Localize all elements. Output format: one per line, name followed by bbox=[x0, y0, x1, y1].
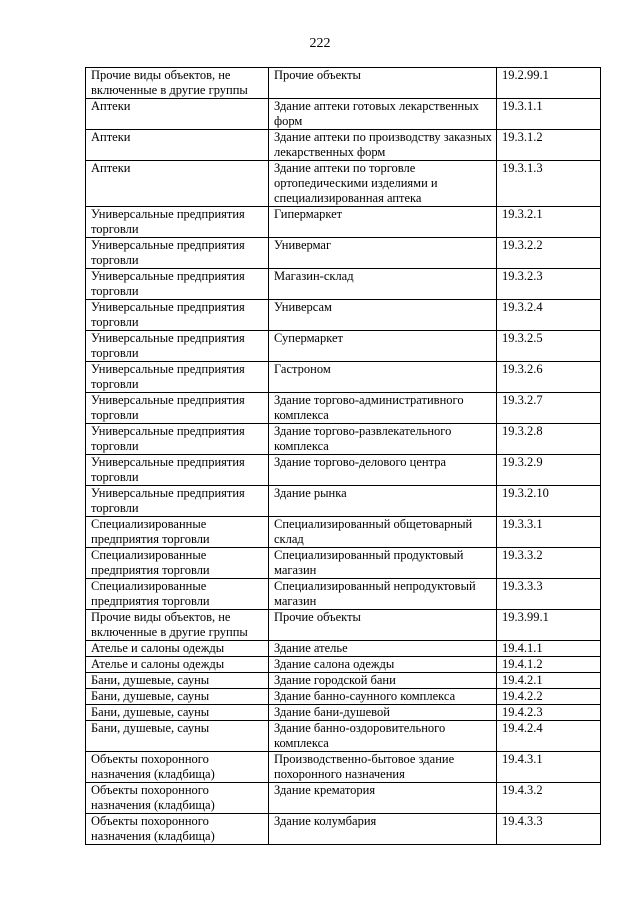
group-cell: Бани, душевые, сауны bbox=[86, 673, 269, 689]
table-row bbox=[86, 689, 601, 705]
object-cell: Здание бани-душевой bbox=[269, 705, 497, 721]
code-cell: 19.3.99.1 bbox=[497, 610, 601, 641]
object-cell: Гипермаркет bbox=[269, 207, 497, 238]
code-cell: 19.3.1.3 bbox=[497, 161, 601, 207]
code-cell: 19.3.1.2 bbox=[497, 130, 601, 161]
table-row bbox=[86, 68, 601, 99]
code-cell: 19.3.3.2 bbox=[497, 548, 601, 579]
code-cell: 19.3.2.6 bbox=[497, 362, 601, 393]
code-cell: 19.4.2.4 bbox=[497, 721, 601, 752]
code-cell: 19.3.2.4 bbox=[497, 300, 601, 331]
code-cell: 19.3.2.1 bbox=[497, 207, 601, 238]
object-cell: Здание городской бани bbox=[269, 673, 497, 689]
object-cell: Здание торгово-административного комплекса bbox=[269, 393, 497, 424]
table-row bbox=[86, 393, 601, 424]
code-cell: 19.4.1.2 bbox=[497, 657, 601, 673]
code-cell: 19.3.2.10 bbox=[497, 486, 601, 517]
group-cell: Универсальные предприятия торговли bbox=[86, 393, 269, 424]
object-cell: Специализированный общетоварный склад bbox=[269, 517, 497, 548]
table-row bbox=[86, 207, 601, 238]
code-cell: 19.3.3.1 bbox=[497, 517, 601, 548]
group-cell: Универсальные предприятия торговли bbox=[86, 486, 269, 517]
table-row bbox=[86, 814, 601, 845]
group-cell: Универсальные предприятия торговли bbox=[86, 300, 269, 331]
object-cell: Магазин-склад bbox=[269, 269, 497, 300]
object-cell: Здание торгово-делового центра bbox=[269, 455, 497, 486]
group-cell: Универсальные предприятия торговли bbox=[86, 362, 269, 393]
table-row bbox=[86, 238, 601, 269]
table-row bbox=[86, 641, 601, 657]
table-row bbox=[86, 161, 601, 207]
group-cell: Аптеки bbox=[86, 130, 269, 161]
code-cell: 19.3.2.7 bbox=[497, 393, 601, 424]
object-cell: Прочие объекты bbox=[269, 68, 497, 99]
group-cell: Универсальные предприятия торговли bbox=[86, 238, 269, 269]
table-row bbox=[86, 610, 601, 641]
object-cell: Здание салона одежды bbox=[269, 657, 497, 673]
table-row bbox=[86, 721, 601, 752]
table-row bbox=[86, 486, 601, 517]
group-cell: Бани, душевые, сауны bbox=[86, 705, 269, 721]
table-row bbox=[86, 455, 601, 486]
group-cell: Объекты похоронного назначения (кладбища) bbox=[86, 783, 269, 814]
object-cell: Гастроном bbox=[269, 362, 497, 393]
group-cell: Специализированные предприятия торговли bbox=[86, 517, 269, 548]
object-cell: Здание крематория bbox=[269, 783, 497, 814]
code-cell: 19.3.3.3 bbox=[497, 579, 601, 610]
object-cell: Здание аптеки по производству заказных лекарственных форм bbox=[269, 130, 497, 161]
object-cell: Здание ателье bbox=[269, 641, 497, 657]
table-row bbox=[86, 99, 601, 130]
group-cell: Универсальные предприятия торговли bbox=[86, 424, 269, 455]
group-cell: Бани, душевые, сауны bbox=[86, 721, 269, 752]
group-cell: Универсальные предприятия торговли bbox=[86, 207, 269, 238]
object-cell: Здание банно-саунного комплекса bbox=[269, 689, 497, 705]
table-row bbox=[86, 673, 601, 689]
object-cell: Специализированный непродуктовый магазин bbox=[269, 579, 497, 610]
group-cell: Универсальные предприятия торговли bbox=[86, 269, 269, 300]
code-cell: 19.4.2.2 bbox=[497, 689, 601, 705]
code-cell: 19.4.3.3 bbox=[497, 814, 601, 845]
group-cell: Универсальные предприятия торговли bbox=[86, 455, 269, 486]
table-row bbox=[86, 517, 601, 548]
group-cell: Аптеки bbox=[86, 99, 269, 130]
code-cell: 19.3.2.8 bbox=[497, 424, 601, 455]
table-row bbox=[86, 657, 601, 673]
table-body bbox=[86, 68, 601, 845]
object-cell: Здание аптеки готовых лекарственных форм bbox=[269, 99, 497, 130]
table-row bbox=[86, 705, 601, 721]
object-cell: Универсам bbox=[269, 300, 497, 331]
object-cell: Производственно-бытовое здание похоронного назначения bbox=[269, 752, 497, 783]
object-cell: Прочие объекты bbox=[269, 610, 497, 641]
group-cell: Прочие виды объектов, не включенные в другие группы bbox=[86, 610, 269, 641]
table-row bbox=[86, 130, 601, 161]
table-row bbox=[86, 331, 601, 362]
group-cell: Прочие виды объектов, не включенные в другие группы bbox=[86, 68, 269, 99]
code-cell: 19.4.1.1 bbox=[497, 641, 601, 657]
table-row bbox=[86, 424, 601, 455]
group-cell: Универсальные предприятия торговли bbox=[86, 331, 269, 362]
object-cell: Специализированный продуктовый магазин bbox=[269, 548, 497, 579]
group-cell: Аптеки bbox=[86, 161, 269, 207]
object-cell: Здание рынка bbox=[269, 486, 497, 517]
table-row bbox=[86, 269, 601, 300]
group-cell: Объекты похоронного назначения (кладбища) bbox=[86, 814, 269, 845]
group-cell: Специализированные предприятия торговли bbox=[86, 579, 269, 610]
group-cell: Специализированные предприятия торговли bbox=[86, 548, 269, 579]
code-cell: 19.3.2.2 bbox=[497, 238, 601, 269]
table-row bbox=[86, 752, 601, 783]
code-cell: 19.3.2.3 bbox=[497, 269, 601, 300]
object-cell: Здание аптеки по торговле ортопедическими изделиями и специализированная аптека bbox=[269, 161, 497, 207]
group-cell: Ателье и салоны одежды bbox=[86, 657, 269, 673]
object-cell: Универмаг bbox=[269, 238, 497, 269]
object-cell: Здание банно-оздоровительного комплекса bbox=[269, 721, 497, 752]
classification-table bbox=[85, 67, 601, 845]
object-cell: Здание колумбария bbox=[269, 814, 497, 845]
code-cell: 19.3.2.9 bbox=[497, 455, 601, 486]
code-cell: 19.3.1.1 bbox=[497, 99, 601, 130]
code-cell: 19.2.99.1 bbox=[497, 68, 601, 99]
code-cell: 19.3.2.5 bbox=[497, 331, 601, 362]
code-cell: 19.4.3.1 bbox=[497, 752, 601, 783]
code-cell: 19.4.2.3 bbox=[497, 705, 601, 721]
table-row bbox=[86, 548, 601, 579]
table-row bbox=[86, 783, 601, 814]
group-cell: Ателье и салоны одежды bbox=[86, 641, 269, 657]
table-row bbox=[86, 362, 601, 393]
code-cell: 19.4.2.1 bbox=[497, 673, 601, 689]
object-cell: Здание торгово-развлекательного комплекса bbox=[269, 424, 497, 455]
table-row bbox=[86, 579, 601, 610]
group-cell: Объекты похоронного назначения (кладбища) bbox=[86, 752, 269, 783]
code-cell: 19.4.3.2 bbox=[497, 783, 601, 814]
object-cell: Супермаркет bbox=[269, 331, 497, 362]
page-number: 222 bbox=[309, 36, 331, 51]
group-cell: Бани, душевые, сауны bbox=[86, 689, 269, 705]
table-row bbox=[86, 300, 601, 331]
